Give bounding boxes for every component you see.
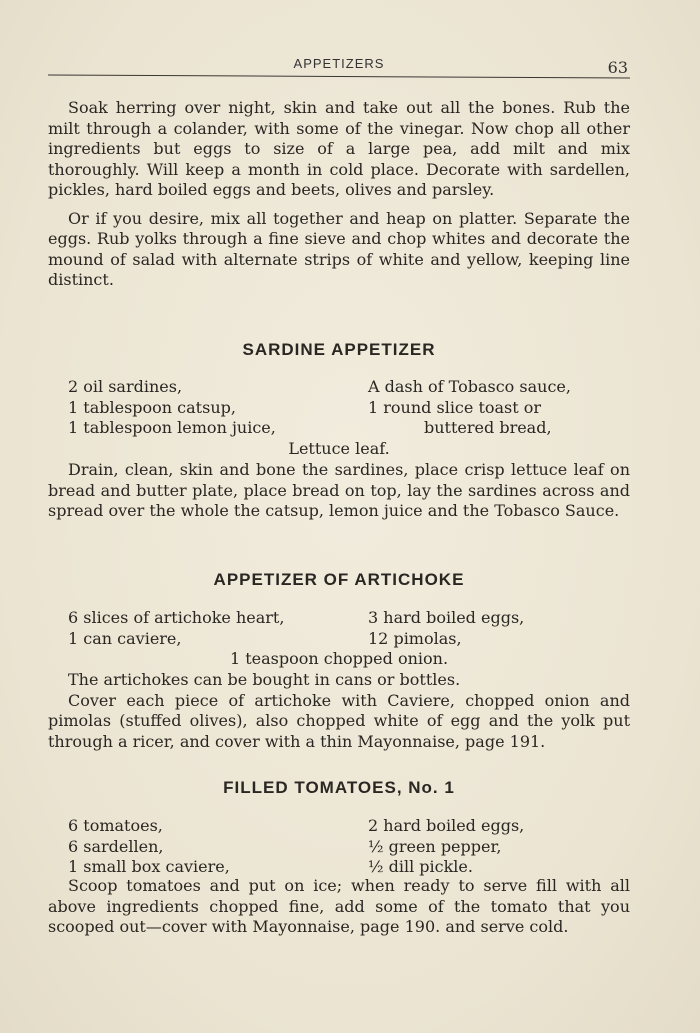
ingredient: 12 pimolas, (368, 628, 462, 648)
ingredient: A dash of Tobasco sauce, (368, 377, 571, 396)
ingredient: 6 sardellen, (68, 836, 164, 856)
recipe-title-artichoke: APPETIZER OF ARTICHOKE (213, 570, 465, 589)
ingredient-list-sardine (48, 377, 630, 459)
ingredient: 1 tablespoon lemon juice, (68, 418, 276, 437)
ingredient: 3 hard boiled eggs, (368, 608, 525, 627)
ingredient: 1 teaspoon chopped onion. (229, 649, 449, 668)
ingredient: 6 slices of artichoke heart, (68, 608, 285, 627)
ingredient: Lettuce leaf. (288, 438, 390, 458)
ingredient: 2 oil sardines, (68, 377, 183, 396)
ingredient-row (48, 418, 630, 439)
ingredient-row (48, 837, 630, 858)
ingredient-row (48, 857, 630, 878)
ingredient: ½ dill pickle. (368, 857, 473, 876)
ingredient: 1 can caviere, (68, 628, 182, 648)
recipe-title-sardine: SARDINE APPETIZER (242, 340, 436, 359)
ingredient: 6 tomatoes, (68, 816, 163, 835)
page-number: 63 (607, 58, 628, 77)
recipe-text-artichoke (48, 670, 630, 752)
ingredient: ½ green pepper, (368, 836, 502, 856)
ingredient: 1 round slice toast or (368, 397, 542, 417)
header-rule (48, 74, 630, 78)
running-title: APPETIZERS (293, 56, 385, 71)
recipe-directions-sardine: Drain, clean, skin and bone the sardines, place crisp lettuce leaf on bread and butter plate, place bread on top, lay the sardines across and spread over the whole the catsup, lemon juice and the Tobasco Sauce. (48, 460, 630, 520)
ingredient-row (48, 377, 630, 398)
ingredient: 1 small box caviere, (68, 857, 230, 876)
ingredient-row (48, 629, 630, 650)
ingredient-row (48, 816, 630, 837)
ingredient-list-artichoke (48, 608, 630, 670)
ingredient-row (48, 398, 630, 419)
page-header (48, 56, 630, 86)
paragraph: Soak herring over night, skin and take out all the bones. Rub the milt through a colander, with some of the vinegar. Now chop all other ingredients but eggs to size of a large pea, add milt and mix thoroughly. Will keep a month in cold place. Decorate with sardellen, pickles, hard boiled eggs and beets, olives and parsley. (48, 98, 630, 199)
ingredient: buttered bread, (424, 418, 552, 437)
herring-salad-continuation (48, 98, 630, 291)
recipe-note: The artichokes can be bought in cans or bottles. (68, 670, 461, 689)
ingredient: 1 tablespoon catsup, (68, 397, 236, 417)
recipe-title-tomatoes: FILLED TOMATOES, No. 1 (223, 778, 455, 797)
recipe-directions-tomatoes: Scoop tomatoes and put on ice; when ready to serve fill with all above ingredients chopped fine, add some of the tomato that you scooped out—cover with Mayonnaise, page 190. and serve cold. (48, 876, 630, 936)
ingredient: 2 hard boiled eggs, (368, 816, 525, 835)
recipe-directions-artichoke: Cover each piece of artichoke with Caviere, chopped onion and pimolas (stuffed olives), also chopped white of egg and the yolk put through a ricer, and cover with a thin Mayonnaise, page 191. (48, 690, 630, 751)
ingredient-list-tomatoes (48, 816, 630, 878)
ingredient-row (48, 608, 630, 629)
paragraph: Or if you desire, mix all together and heap on platter. Separate the eggs. Rub yolks through a fine sieve and chop whites and decorate the mound of salad with alternate strips of white and yellow, keeping line distinct. (48, 208, 630, 289)
